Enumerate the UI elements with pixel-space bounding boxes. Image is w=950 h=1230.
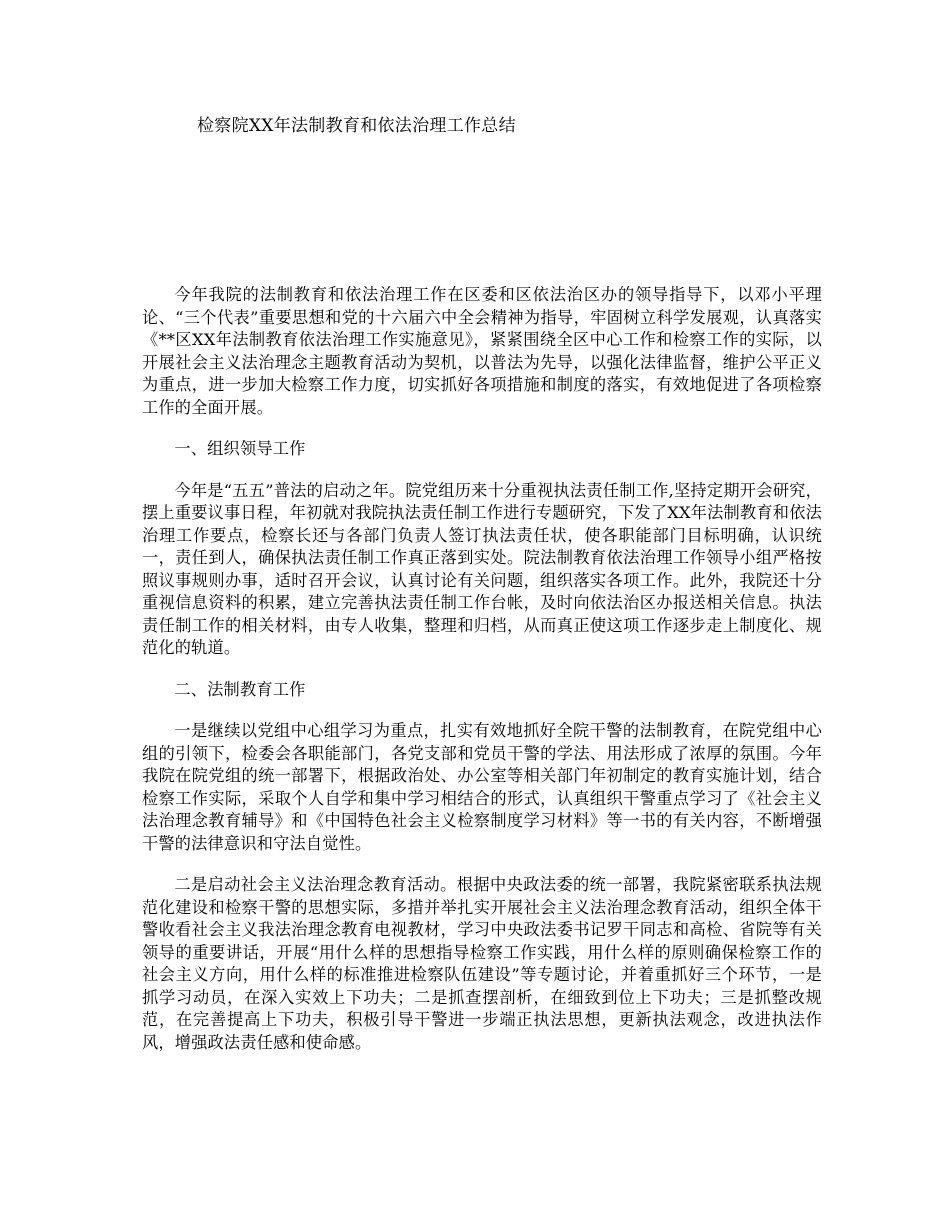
document-body — [142, 284, 822, 1073]
legal-education-paragraph-1: 一是继续以党组中心组学习为重点，扎实有效地抓好全院干警的法制教育，在院党组中心组的引领下，检委会各职能部门，各党支部和党员干警的学法、用法形成了浓厚的氛围。今年我院在院党组的统一部署下，根据政治处、办公室等相关部门年初制定的教育实施计划，结合检察工作实际，采取个人自学和集中学习相结合的形式，认真组织干警重点学习了《社会主义法治理念教育辅导》和《中国特色社会主义检察制度学习材料》等一书的有关内容，不断增强干警的法律意识和守法自觉性。 — [142, 721, 822, 853]
intro-paragraph: 今年我院的法制教育和依法治理工作在区委和区依法治区办的领导指导下，以邓小平理论、“三个代表”重要思想和党的十六届六中全会精神为指导，牢固树立科学发展观，认真落实《**区XX年法制教育依法治理工作实施意见》，紧紧围绕全区中心工作和检察工作的实际，以开展社会主义法治理念主题教育活动为契机，以普法为先导，以强化法律监督，维护公平正义为重点，进一步加大检察工作力度，切实抓好各项措施和制度的落实，有效地促进了各项检察工作的全面开展。 — [142, 285, 822, 417]
section-heading-legal-education: 二、法制教育工作 — [174, 679, 306, 699]
legal-education-paragraph-2: 二是启动社会主义法治理念教育活动。根据中央政法委的统一部署，我院紧密联系执法规范化建设和检察干警的思想实际，多措并举扎实开展社会主义法治理念教育活动，组织全体干警收看社会主义我法治理念教育电视教材，学习中央政法委书记罗干同志和高检、省院等有关领导的重要讲话，开展“用什么样的思想指导检察工作实践，用什么样的原则确保检察工作的社会主义方向，用什么样的标准推进检察队伍建设”等专题讨论，并着重抓好三个环节，一是抓学习动员，在深入实效上下功夫；二是抓查摆剖析，在细致到位上下功夫；三是抓整改规范，在完善提高上下功夫，积极引导干警进一步端正执法思想，更新执法观念，改进执法作风，增强政法责任感和使命感。 — [142, 875, 822, 1052]
organization-paragraph: 今年是“五五”普法的启动之年。院党组历来十分重视执法责任制工作,坚持定期开会研究，摆上重要议事日程，年初就对我院执法责任制工作进行专题研究，下发了XX年法制教育和依法治理工作要点，检察长还与各部门负责人签订执法责任状，使各职能部门目标明确，认识统一，责任到人，确保执法责任制工作真正落到实处。院法制教育依法治理工作领导小组严格按照议事规则办事，适时召开会议，认真讨论有关问题，组织落实各项工作。此外，我院还十分重视信息资料的积累，建立完善执法责任制工作台帐，及时向依法治区办报送相关信息。执法责任制工作的相关材料，由专人收集，整理和归档，从而真正使这项工作逐步走上制度化、规范化的轨道。 — [142, 480, 822, 657]
section-heading-organization: 一、组织领导工作 — [174, 439, 306, 458]
document-title: 检察院XX年法制教育和依法治理工作总结 — [197, 116, 516, 136]
